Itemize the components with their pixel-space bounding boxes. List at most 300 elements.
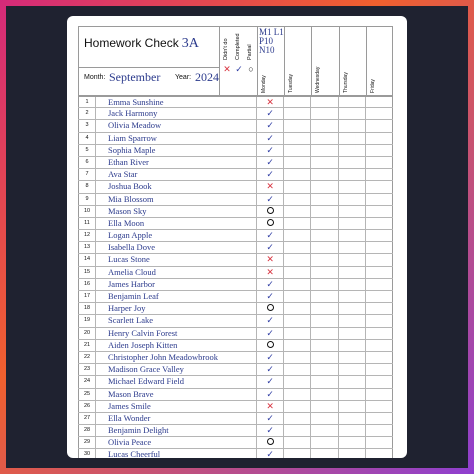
check-icon: ✓ bbox=[266, 291, 274, 301]
check-icon: ✓ bbox=[266, 169, 274, 180]
student-name: Scarlett Lake bbox=[96, 315, 257, 326]
day-label: Monday bbox=[261, 75, 267, 93]
check-icon: ✓ bbox=[266, 144, 274, 155]
legend-label: Completed bbox=[235, 33, 241, 60]
row-number: 25 bbox=[78, 389, 96, 400]
day-cell[interactable] bbox=[366, 437, 393, 448]
monday-mark[interactable] bbox=[257, 303, 284, 314]
row-number: 9 bbox=[78, 194, 96, 205]
day-cell[interactable] bbox=[311, 425, 338, 436]
day-cell[interactable] bbox=[311, 413, 338, 424]
partial-icon bbox=[267, 438, 274, 445]
day-cell[interactable] bbox=[366, 340, 393, 351]
day-cell[interactable] bbox=[366, 218, 393, 229]
table-row bbox=[78, 120, 393, 132]
check-icon: ✓ bbox=[266, 327, 274, 338]
day-cell[interactable] bbox=[284, 364, 311, 375]
monday-mark[interactable] bbox=[257, 340, 284, 351]
partial-icon bbox=[267, 341, 274, 348]
cross-icon: ✕ bbox=[266, 400, 274, 411]
student-name: Henry Calvin Forest bbox=[96, 328, 257, 339]
day-cell[interactable] bbox=[284, 242, 311, 253]
check-icon: ✓ bbox=[266, 412, 274, 423]
student-name: Jack Harmony bbox=[96, 108, 257, 119]
cross-icon: ✕ bbox=[266, 97, 274, 107]
monday-mark[interactable] bbox=[257, 449, 284, 458]
table-row bbox=[78, 340, 393, 352]
check-icon: ✓ bbox=[266, 315, 274, 326]
day-cell[interactable] bbox=[284, 133, 311, 144]
table-row bbox=[78, 389, 393, 401]
day-cell[interactable] bbox=[284, 315, 311, 326]
row-number: 17 bbox=[78, 291, 96, 302]
day-cell[interactable] bbox=[339, 242, 366, 253]
monday-mark[interactable] bbox=[257, 169, 284, 180]
student-name: Christopher John Meadowbrook bbox=[96, 352, 257, 363]
table-row bbox=[78, 449, 393, 458]
table-row bbox=[78, 401, 393, 413]
year-value: 2024 bbox=[195, 70, 219, 84]
day-cell[interactable] bbox=[284, 449, 311, 458]
table-row bbox=[78, 145, 393, 157]
day-cell[interactable] bbox=[311, 194, 338, 205]
day-cell[interactable] bbox=[366, 315, 393, 326]
student-name: Isabella Dove bbox=[96, 242, 257, 253]
day-cell[interactable] bbox=[366, 206, 393, 217]
day-cell[interactable] bbox=[311, 352, 338, 363]
day-cell[interactable] bbox=[311, 449, 338, 458]
day-cell[interactable] bbox=[311, 97, 338, 107]
check-icon: ✓ bbox=[266, 242, 274, 253]
student-name: Liam Sparrow bbox=[96, 133, 257, 144]
day-cell[interactable] bbox=[339, 218, 366, 229]
check-icon: ✓ bbox=[266, 132, 274, 143]
row-number: 27 bbox=[78, 413, 96, 424]
day-column-tuesday bbox=[285, 27, 312, 95]
day-cell[interactable] bbox=[284, 230, 311, 241]
row-number: 10 bbox=[78, 206, 96, 217]
day-cell[interactable] bbox=[284, 145, 311, 156]
day-cell[interactable] bbox=[284, 194, 311, 205]
day-cell[interactable] bbox=[284, 291, 311, 302]
day-cell[interactable] bbox=[366, 425, 393, 436]
day-cell[interactable] bbox=[366, 145, 393, 156]
legend-symbol: ✕ bbox=[223, 64, 231, 74]
monday-mark[interactable] bbox=[257, 425, 284, 436]
student-name: Olivia Peace bbox=[96, 437, 257, 448]
day-cell[interactable] bbox=[339, 303, 366, 314]
day-cell[interactable] bbox=[311, 376, 338, 387]
day-cell[interactable] bbox=[311, 157, 338, 168]
day-cell[interactable] bbox=[284, 413, 311, 424]
legend-symbol: ○ bbox=[248, 64, 254, 74]
day-cell[interactable] bbox=[284, 254, 311, 265]
monday-mark[interactable] bbox=[257, 120, 284, 131]
legend-item bbox=[233, 27, 245, 95]
day-cell[interactable] bbox=[311, 169, 338, 180]
title-text: Homework Check bbox=[84, 36, 179, 50]
table-row bbox=[78, 96, 393, 108]
day-cell[interactable] bbox=[284, 389, 311, 400]
monday-mark[interactable] bbox=[257, 315, 284, 326]
day-cell[interactable] bbox=[311, 279, 338, 290]
student-name: James Harbor bbox=[96, 279, 257, 290]
row-number: 21 bbox=[78, 340, 96, 351]
day-cell[interactable] bbox=[339, 206, 366, 217]
day-cell[interactable] bbox=[284, 328, 311, 339]
row-number: 20 bbox=[78, 328, 96, 339]
day-cell[interactable] bbox=[339, 449, 366, 458]
day-cell[interactable] bbox=[366, 194, 393, 205]
row-number: 12 bbox=[78, 230, 96, 241]
table-row bbox=[78, 291, 393, 303]
day-cell[interactable] bbox=[339, 291, 366, 302]
monday-mark[interactable] bbox=[257, 267, 284, 278]
day-cell[interactable] bbox=[339, 389, 366, 400]
table-row bbox=[78, 181, 393, 193]
day-cell[interactable] bbox=[339, 169, 366, 180]
table-row bbox=[78, 242, 393, 254]
student-name: Logan Apple bbox=[96, 230, 257, 241]
day-column-wednesday bbox=[312, 27, 339, 95]
day-cell[interactable] bbox=[366, 279, 393, 290]
header-divider bbox=[79, 67, 219, 68]
row-number: 30 bbox=[78, 449, 96, 458]
monday-mark[interactable] bbox=[257, 218, 284, 229]
monday-mark[interactable] bbox=[257, 145, 284, 156]
day-cell[interactable] bbox=[339, 194, 366, 205]
check-icon: ✓ bbox=[266, 449, 274, 458]
day-cell[interactable] bbox=[284, 120, 311, 131]
student-name: Ethan River bbox=[96, 157, 257, 168]
day-column-monday bbox=[258, 27, 285, 95]
monday-mark[interactable] bbox=[257, 389, 284, 400]
student-name: Emma Sunshine bbox=[96, 97, 257, 107]
day-cell[interactable] bbox=[311, 120, 338, 131]
day-cell[interactable] bbox=[311, 364, 338, 375]
monday-mark[interactable] bbox=[257, 181, 284, 192]
table-row bbox=[78, 376, 393, 388]
day-cell[interactable] bbox=[339, 230, 366, 241]
day-cell[interactable] bbox=[284, 206, 311, 217]
monday-mark[interactable] bbox=[257, 352, 284, 363]
monday-mark[interactable] bbox=[257, 413, 284, 424]
check-icon: ✓ bbox=[266, 230, 274, 241]
student-name: Sophia Maple bbox=[96, 145, 257, 156]
day-cell[interactable] bbox=[311, 145, 338, 156]
day-cell[interactable] bbox=[311, 230, 338, 241]
day-cell[interactable] bbox=[311, 133, 338, 144]
day-note: M1 L1 P10 N10 bbox=[259, 27, 284, 55]
student-name: Mason Sky bbox=[96, 206, 257, 217]
day-cell[interactable] bbox=[311, 181, 338, 192]
class-name: 3A bbox=[181, 36, 199, 51]
day-cell[interactable] bbox=[284, 401, 311, 412]
day-cell[interactable] bbox=[284, 157, 311, 168]
row-number: 7 bbox=[78, 169, 96, 180]
day-cell[interactable] bbox=[339, 352, 366, 363]
day-cell[interactable] bbox=[339, 157, 366, 168]
student-name: Harper Joy bbox=[96, 303, 257, 314]
monday-mark[interactable] bbox=[257, 206, 284, 217]
day-cell[interactable] bbox=[339, 267, 366, 278]
monday-mark[interactable] bbox=[257, 376, 284, 387]
row-number: 8 bbox=[78, 181, 96, 192]
day-cell[interactable] bbox=[366, 352, 393, 363]
day-cell[interactable] bbox=[366, 328, 393, 339]
day-cell[interactable] bbox=[366, 230, 393, 241]
student-name: Ava Star bbox=[96, 169, 257, 180]
day-cell[interactable] bbox=[366, 267, 393, 278]
monday-mark[interactable] bbox=[257, 279, 284, 290]
day-label: Thursday bbox=[342, 72, 349, 93]
row-number: 18 bbox=[78, 303, 96, 314]
day-cell[interactable] bbox=[284, 267, 311, 278]
day-cell[interactable] bbox=[311, 218, 338, 229]
day-column-friday bbox=[367, 27, 394, 95]
day-cell[interactable] bbox=[311, 389, 338, 400]
table-row bbox=[78, 352, 393, 364]
row-number: 14 bbox=[78, 254, 96, 265]
day-cell[interactable] bbox=[284, 169, 311, 180]
table-row bbox=[78, 254, 393, 266]
day-cell[interactable] bbox=[366, 108, 393, 119]
monday-mark[interactable] bbox=[257, 401, 284, 412]
partial-icon bbox=[267, 219, 274, 226]
check-icon: ✓ bbox=[266, 425, 274, 436]
day-cell[interactable] bbox=[339, 413, 366, 424]
table-row bbox=[78, 425, 393, 437]
legend-item bbox=[245, 27, 257, 95]
row-number: 4 bbox=[78, 133, 96, 144]
check-icon: ✓ bbox=[266, 108, 274, 119]
month-value: September bbox=[109, 70, 161, 84]
day-cell[interactable] bbox=[366, 291, 393, 302]
day-cell[interactable] bbox=[339, 328, 366, 339]
cross-icon: ✕ bbox=[266, 254, 274, 265]
monday-mark[interactable] bbox=[257, 328, 284, 339]
legend-symbol: ✓ bbox=[235, 64, 243, 74]
day-cell[interactable] bbox=[339, 315, 366, 326]
monday-mark[interactable] bbox=[257, 194, 284, 205]
check-icon: ✓ bbox=[266, 278, 274, 289]
day-cell[interactable] bbox=[284, 303, 311, 314]
day-cell[interactable] bbox=[366, 133, 393, 144]
day-cell[interactable] bbox=[311, 108, 338, 119]
student-name: Mia Blossom bbox=[96, 194, 257, 205]
partial-icon bbox=[267, 304, 274, 311]
day-cell[interactable] bbox=[366, 449, 393, 458]
row-number: 24 bbox=[78, 376, 96, 387]
day-cell[interactable] bbox=[284, 437, 311, 448]
student-name: Michael Edward Field bbox=[96, 376, 257, 387]
cross-icon: ✕ bbox=[266, 266, 274, 277]
monday-mark[interactable] bbox=[257, 242, 284, 253]
day-cell[interactable] bbox=[339, 279, 366, 290]
sheet-header bbox=[78, 26, 393, 96]
day-cell[interactable] bbox=[339, 254, 366, 265]
day-cell[interactable] bbox=[366, 181, 393, 192]
day-cell[interactable] bbox=[311, 340, 338, 351]
check-icon: ✓ bbox=[266, 120, 274, 131]
weekday-columns bbox=[258, 27, 394, 95]
day-cell[interactable] bbox=[339, 437, 366, 448]
check-icon: ✓ bbox=[266, 193, 274, 204]
table-row bbox=[78, 328, 393, 340]
header-info bbox=[79, 27, 220, 95]
row-number: 11 bbox=[78, 218, 96, 229]
day-cell[interactable] bbox=[284, 352, 311, 363]
day-cell[interactable] bbox=[339, 425, 366, 436]
table-row bbox=[78, 303, 393, 315]
day-cell[interactable] bbox=[311, 291, 338, 302]
student-roster bbox=[78, 96, 393, 458]
check-icon: ✓ bbox=[266, 364, 274, 375]
day-cell[interactable] bbox=[339, 97, 366, 107]
day-cell[interactable] bbox=[284, 181, 311, 192]
day-cell[interactable] bbox=[284, 376, 311, 387]
student-name: Olivia Meadow bbox=[96, 120, 257, 131]
row-number: 3 bbox=[78, 120, 96, 131]
day-cell[interactable] bbox=[311, 303, 338, 314]
student-name: Aiden Joseph Kitten bbox=[96, 340, 257, 351]
monday-mark[interactable] bbox=[257, 108, 284, 119]
student-name: Benjamin Delight bbox=[96, 425, 257, 436]
table-row bbox=[78, 206, 393, 218]
day-cell[interactable] bbox=[311, 242, 338, 253]
check-icon: ✓ bbox=[266, 388, 274, 399]
student-name: James Smile bbox=[96, 401, 257, 412]
legend-label: Didn't do bbox=[223, 38, 229, 60]
monday-mark[interactable] bbox=[257, 254, 284, 265]
student-name: Ella Moon bbox=[96, 218, 257, 229]
legend-item bbox=[221, 27, 233, 95]
table-row bbox=[78, 157, 393, 169]
day-cell[interactable] bbox=[366, 376, 393, 387]
student-name: Lucas Stone bbox=[96, 254, 257, 265]
table-row bbox=[78, 437, 393, 449]
day-cell[interactable] bbox=[284, 108, 311, 119]
student-name: Lucas Cheerful bbox=[96, 449, 257, 458]
table-row bbox=[78, 218, 393, 230]
row-number: 26 bbox=[78, 401, 96, 412]
day-cell[interactable] bbox=[339, 401, 366, 412]
row-number: 19 bbox=[78, 315, 96, 326]
day-label: Wednesday bbox=[315, 66, 322, 93]
day-cell[interactable] bbox=[366, 303, 393, 314]
row-number: 2 bbox=[78, 108, 96, 119]
day-cell[interactable] bbox=[366, 254, 393, 265]
row-number: 5 bbox=[78, 145, 96, 156]
table-row bbox=[78, 279, 393, 291]
table-row bbox=[78, 133, 393, 145]
student-name: Ella Wonder bbox=[96, 413, 257, 424]
monday-mark[interactable] bbox=[257, 437, 284, 448]
month-label: Month: bbox=[84, 74, 106, 81]
day-cell[interactable] bbox=[339, 108, 366, 119]
row-number: 6 bbox=[78, 157, 96, 168]
table-row bbox=[78, 413, 393, 425]
day-cell[interactable] bbox=[311, 206, 338, 217]
table-row bbox=[78, 108, 393, 120]
row-number: 23 bbox=[78, 364, 96, 375]
day-label: Friday bbox=[369, 79, 376, 93]
student-name: Amelia Cloud bbox=[96, 267, 257, 278]
day-cell[interactable] bbox=[366, 401, 393, 412]
day-cell[interactable] bbox=[366, 169, 393, 180]
row-number: 15 bbox=[78, 267, 96, 278]
day-cell[interactable] bbox=[311, 401, 338, 412]
row-number: 1 bbox=[78, 97, 96, 107]
day-cell[interactable] bbox=[311, 267, 338, 278]
day-cell[interactable] bbox=[366, 364, 393, 375]
table-row bbox=[78, 230, 393, 242]
day-cell[interactable] bbox=[339, 120, 366, 131]
day-cell[interactable] bbox=[284, 97, 311, 107]
monday-mark[interactable] bbox=[257, 364, 284, 375]
table-row bbox=[78, 267, 393, 279]
day-cell[interactable] bbox=[339, 340, 366, 351]
row-number: 28 bbox=[78, 425, 96, 436]
page-title bbox=[84, 36, 199, 52]
student-name: Joshua Book bbox=[96, 181, 257, 192]
row-number: 16 bbox=[78, 279, 96, 290]
mark-legend bbox=[220, 27, 258, 95]
monday-mark[interactable] bbox=[257, 157, 284, 168]
day-cell[interactable] bbox=[366, 120, 393, 131]
student-name: Benjamin Leaf bbox=[96, 291, 257, 302]
day-cell[interactable] bbox=[366, 413, 393, 424]
row-number: 13 bbox=[78, 242, 96, 253]
check-icon: ✓ bbox=[266, 156, 274, 167]
day-cell[interactable] bbox=[339, 145, 366, 156]
day-cell[interactable] bbox=[366, 157, 393, 168]
table-row bbox=[78, 169, 393, 181]
day-cell[interactable] bbox=[311, 315, 338, 326]
monday-mark[interactable] bbox=[257, 230, 284, 241]
student-name: Madison Grace Valley bbox=[96, 364, 257, 375]
row-number: 22 bbox=[78, 352, 96, 363]
day-cell[interactable] bbox=[339, 181, 366, 192]
day-cell[interactable] bbox=[311, 437, 338, 448]
day-cell[interactable] bbox=[339, 133, 366, 144]
table-row bbox=[78, 364, 393, 376]
day-cell[interactable] bbox=[366, 389, 393, 400]
day-cell[interactable] bbox=[366, 97, 393, 107]
day-cell[interactable] bbox=[311, 254, 338, 265]
day-column-thursday bbox=[340, 27, 367, 95]
day-cell[interactable] bbox=[284, 279, 311, 290]
day-cell[interactable] bbox=[284, 340, 311, 351]
day-cell[interactable] bbox=[284, 218, 311, 229]
day-cell[interactable] bbox=[366, 242, 393, 253]
day-cell[interactable] bbox=[284, 425, 311, 436]
check-icon: ✓ bbox=[266, 376, 274, 387]
day-cell[interactable] bbox=[339, 376, 366, 387]
year-label: Year: bbox=[175, 74, 192, 81]
row-number: 29 bbox=[78, 437, 96, 448]
monday-mark[interactable] bbox=[257, 97, 284, 107]
day-label: Tuesday bbox=[288, 74, 295, 93]
cross-icon: ✕ bbox=[266, 181, 274, 192]
legend-label: Partial bbox=[247, 44, 253, 60]
day-cell[interactable] bbox=[339, 364, 366, 375]
monday-mark[interactable] bbox=[257, 291, 284, 302]
check-icon: ✓ bbox=[266, 351, 274, 362]
student-name: Mason Brave bbox=[96, 389, 257, 400]
day-cell[interactable] bbox=[311, 328, 338, 339]
monday-mark[interactable] bbox=[257, 133, 284, 144]
